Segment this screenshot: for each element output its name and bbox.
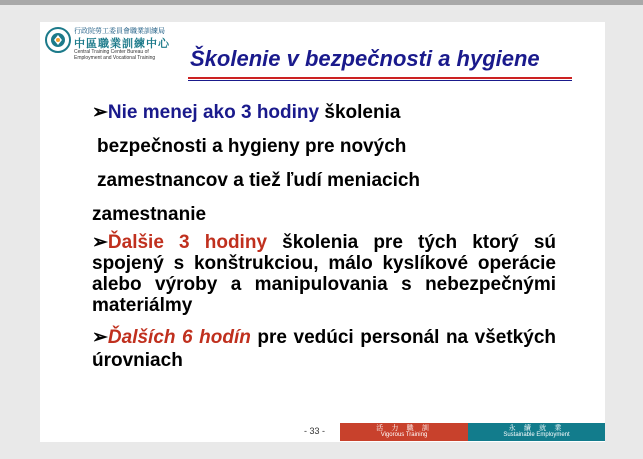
bullet-item-2 xyxy=(92,232,556,316)
bullet-item-1 xyxy=(92,96,420,232)
bullet-arrow-icon: ➢ xyxy=(92,327,108,348)
slide xyxy=(40,22,605,442)
bullet-1-line-1 xyxy=(92,96,420,130)
bullet-3-text: pre vedúci personál na všetkých úrovniach xyxy=(92,327,556,371)
slide-title: Školenie v bezpečnosti a hygiene xyxy=(190,46,540,71)
footer-band-sustainable-cn: 永 續 就 業 xyxy=(508,424,565,432)
organization-logo xyxy=(45,26,185,68)
logo-org-name-cn: 中區職業訓練中心 xyxy=(74,37,170,50)
bullet-2-highlight: Ďalšie 3 hodiny xyxy=(107,232,268,253)
footer-band-vigorous-en: Vigorous Training xyxy=(380,432,428,438)
footer-band-vigorous-cn: 活 力 職 訓 xyxy=(376,424,432,432)
logo-emblem-icon xyxy=(45,27,71,53)
logo-org-name-en-line-1: Central Training Center Bureau of xyxy=(74,49,149,55)
logo-org-name-en-line-2: Employment and Vocational Training xyxy=(74,55,156,61)
title-underline-navy xyxy=(188,80,572,81)
bullet-1-highlight: Nie menej ako 3 hodiny xyxy=(107,102,320,123)
footer-band-sustainable xyxy=(468,423,605,441)
bullet-1-line-4: zamestnanie xyxy=(92,204,207,225)
bullet-1-line-2: bezpečnosti a hygieny pre nových xyxy=(97,136,407,157)
footer-band-vigorous xyxy=(340,423,468,441)
bullet-1-line-3: zamestnancov a tiež ľudí meniacich xyxy=(97,170,421,191)
top-border xyxy=(0,0,643,5)
bullet-arrow-icon: ➢ xyxy=(92,102,108,123)
footer-band-sustainable-en: Sustainable Employment xyxy=(503,432,570,438)
bullet-item-3 xyxy=(92,326,556,372)
title-underline-red xyxy=(188,77,572,79)
page-number: - 33 - xyxy=(304,426,326,436)
bullet-arrow-icon: ➢ xyxy=(92,232,108,253)
logo-org-line: 行政院勞工委員會職業訓練局 xyxy=(74,27,165,35)
bullet-3-highlight: Ďalších 6 hodín xyxy=(107,327,251,348)
bullet-2-text: školenia pre tých ktorý sú spojený s konštrukciou, málo kyslíkové operácie alebo výroby a manipulovania s nebezpečnými materiálmy xyxy=(92,232,557,316)
logo-org-name-en xyxy=(74,49,155,61)
bullet-1-line-1-rest: školenia xyxy=(319,102,401,123)
